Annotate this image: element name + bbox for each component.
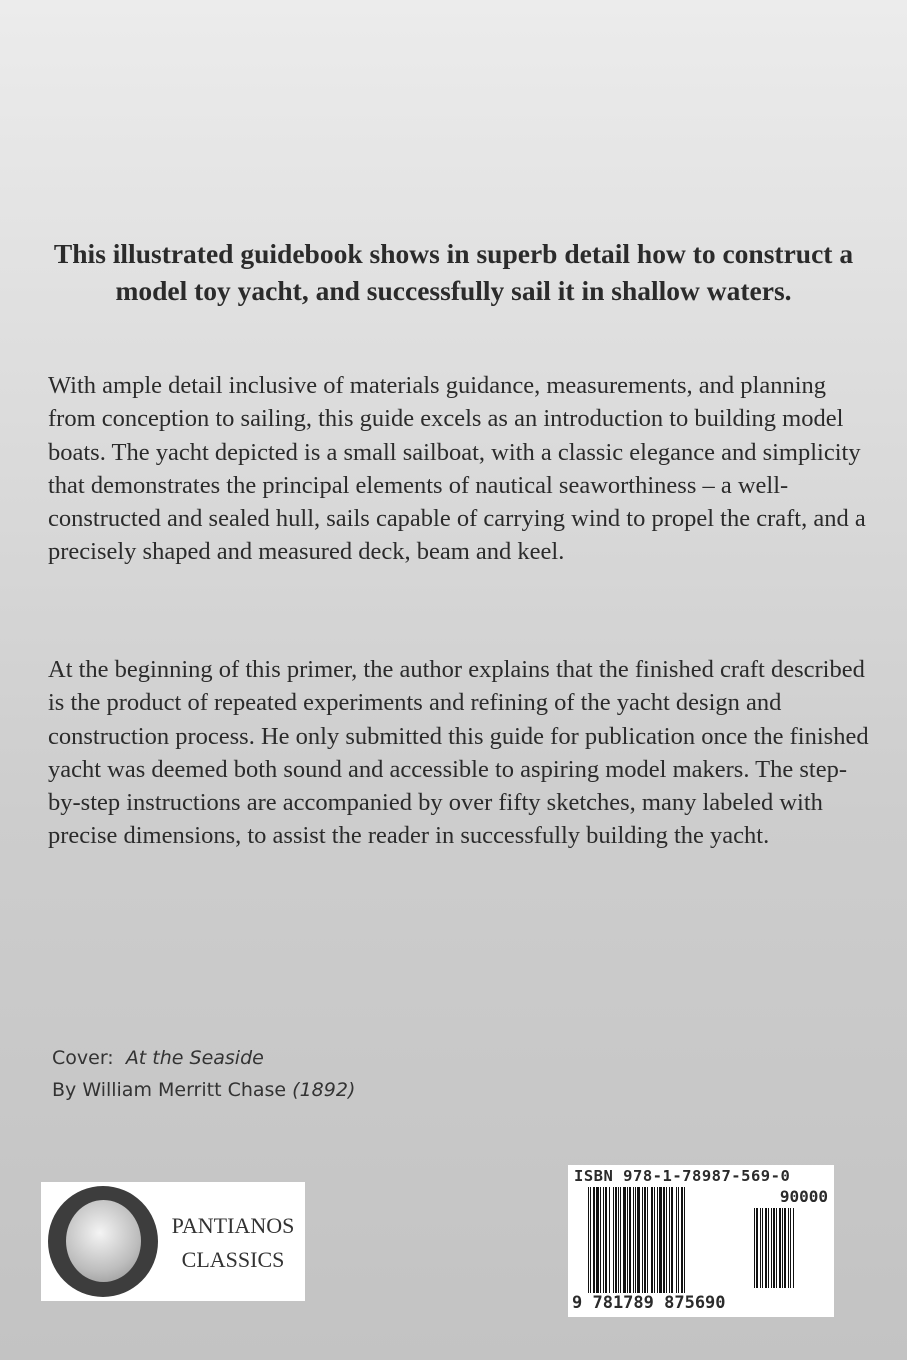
barcode-digits: 9 781789 875690: [572, 1293, 726, 1313]
barcode-bar: [684, 1187, 685, 1293]
artist-credit: [52, 1079, 355, 1101]
barcode-addon: 90000: [779, 1187, 828, 1206]
cover-credit: [52, 1047, 264, 1069]
isbn-text: ISBN 978-1-78987-569-0: [574, 1167, 791, 1185]
description-paragraph-2: At the beginning of this primer, the author explains that the finished craft described is the product of repeated experiments and refining of the yacht design and construction process. He only submitted this guide for publication once the finished yacht was deemed both sound and accessible to aspiring model makers. The step-by-step instructions are accompanied by over fifty sketches, many labeled with precise dimensions, to assist the reader in successfully building the yacht.: [48, 656, 869, 850]
addon-bars: [754, 1208, 830, 1288]
publisher-line-2: CLASSICS: [181, 1247, 285, 1272]
publisher-logo: [41, 1182, 305, 1301]
painting-title: At the Seaside: [125, 1047, 264, 1069]
painting-year: (1892): [292, 1079, 356, 1101]
coin-icon: [48, 1186, 158, 1297]
barcode-bar: [793, 1208, 794, 1288]
cover-label: Cover:: [52, 1047, 114, 1069]
publisher-name: [163, 1209, 303, 1277]
publisher-line-1: PANTIANOS: [171, 1213, 295, 1238]
description-paragraph-1: With ample detail inclusive of materials guidance, measurements, and planning from conception to sailing, this guide excels as an introduction to building model boats. The yacht depicted is a small sailboat, with a classic elegance and simplicity that demonstrates the principal elements of nautical seaworthiness – a well-constructed and sealed hull, sails capable of carrying wind to propel the craft, and a precisely shaped and measured deck, beam and keel.: [48, 372, 866, 566]
artist-name: By William Merritt Chase: [52, 1079, 287, 1101]
tagline: This illustrated guidebook shows in superb detail how to construct a model toy yacht, and successfully sail it in shallow waters.: [53, 238, 854, 306]
barcode-bars: [588, 1187, 738, 1293]
isbn-barcode: [568, 1165, 834, 1317]
